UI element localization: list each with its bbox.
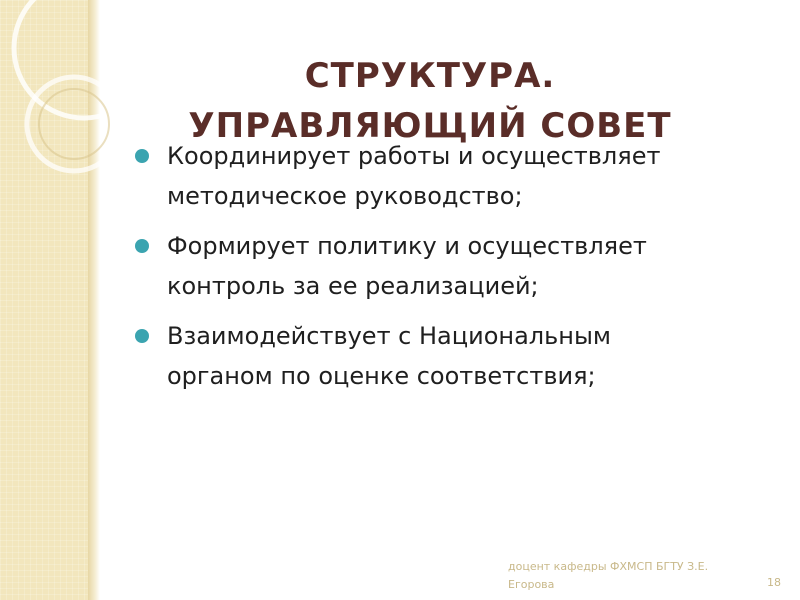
- circle-bullet-icon: [135, 329, 149, 343]
- bullet-2-line-2: контроль за ее реализацией;: [167, 272, 539, 300]
- page-number: 18: [767, 576, 781, 589]
- bullet-3-line-2: органом по оценке соответствия;: [167, 362, 596, 390]
- title-line-2: УПРАВЛЯЮЩИЙ СОВЕТ: [188, 105, 672, 146]
- title-line-1: СТРУКТУРА.: [304, 55, 556, 96]
- footer-author: доцент кафедры ФХМСП БГТУ З.Е. Егорова: [508, 560, 709, 591]
- circle-bullet-icon: [135, 239, 149, 253]
- bullet-3-line-1: Взаимодействует с Национальным: [167, 322, 611, 350]
- bullet-1-line-1: Координирует работы и осуществляет: [167, 142, 661, 170]
- bullet-item-policy: [133, 226, 773, 306]
- circle-bullet-icon: [135, 149, 149, 163]
- bullet-item-coordination: [133, 136, 773, 216]
- bullet-list: [133, 136, 773, 406]
- bullet-item-interaction: [133, 316, 773, 396]
- bullet-1-line-2: методическое руководство;: [167, 182, 523, 210]
- bullet-2-line-1: Формирует политику и осуществляет: [167, 232, 647, 260]
